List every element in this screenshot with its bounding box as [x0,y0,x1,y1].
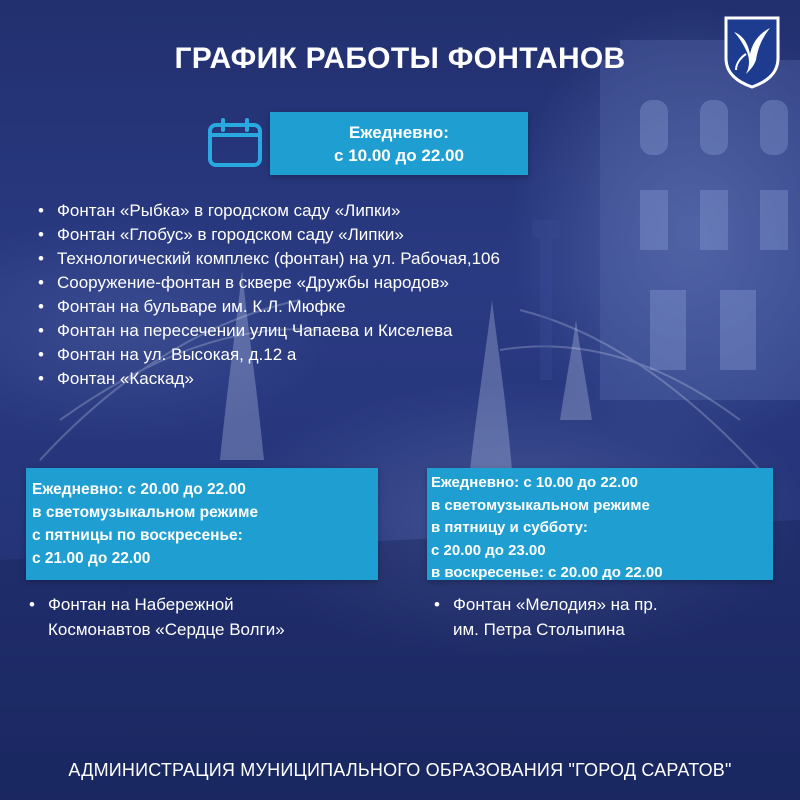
list-item: • Сооружение-фонтан в сквере «Дружбы народов» [36,271,500,295]
schedule-line: Ежедневно: с 10.00 до 22.00 [431,474,638,491]
schedule-line: в воскресенье: с 20.00 до 22.00 [431,564,663,581]
list-item-line: Фонтан «Мелодия» на пр. [453,595,658,614]
light-music-schedule-box-right [427,468,773,580]
fountain-list [36,199,500,391]
list-item: • Фонтан на бульваре им. К.Л. Мюфке [36,295,500,319]
list-item: • Фонтан «Глобус» в городском саду «Липки» [36,223,500,247]
schedule-line: в пятницу и субботу: [431,519,588,536]
calendar-icon [207,118,263,168]
list-item: • Фонтан «Рыбка» в городском саду «Липки» [36,199,500,223]
schedule-line: с пятницы по воскресенье: [32,527,243,544]
list-item: • Фонтан «Каскад» [36,367,500,391]
schedule-line: в светомузыкальном режиме [431,496,650,514]
schedule-line: с 21.00 до 22.00 [32,550,151,567]
schedule-line: в светомузыкальном режиме [32,504,259,521]
list-item: • Фонтан на пересечении улиц Чапаева и Киселева [36,319,500,343]
list-item-line: им. Петра Столыпина [453,620,625,639]
list-item: • Технологический комплекс (фонтан) на ул. Рабочая,106 [36,247,500,271]
list-item [27,592,285,642]
list-item: • Фонтан на ул. Высокая, д.12 а [36,343,500,367]
fountain-list-right [432,592,658,642]
schedule-line: Ежедневно: с 20.00 до 22.00 [32,481,246,498]
fountain-list-left [27,592,285,642]
footer-organization: АДМИНИСТРАЦИЯ МУНИЦИПАЛЬНОГО ОБРАЗОВАНИЯ "ГОРОД САРАТОВ" [68,760,732,780]
schedule-line: с 20.00 до 23.00 [431,541,546,559]
daily-schedule-box [270,112,528,175]
list-item-line: Космонавтов «Сердце Волги» [48,620,285,639]
page-title: ГРАФИК РАБОТЫ ФОНТАНОВ [174,42,626,75]
daily-hours: с 10.00 до 22.00 [334,145,464,165]
daily-label: Ежедневно: [349,122,449,142]
list-item [432,592,658,642]
list-item-line: Фонтан на Набережной [48,595,234,614]
light-music-schedule-box-left [26,468,378,580]
city-emblem-icon [722,14,782,90]
